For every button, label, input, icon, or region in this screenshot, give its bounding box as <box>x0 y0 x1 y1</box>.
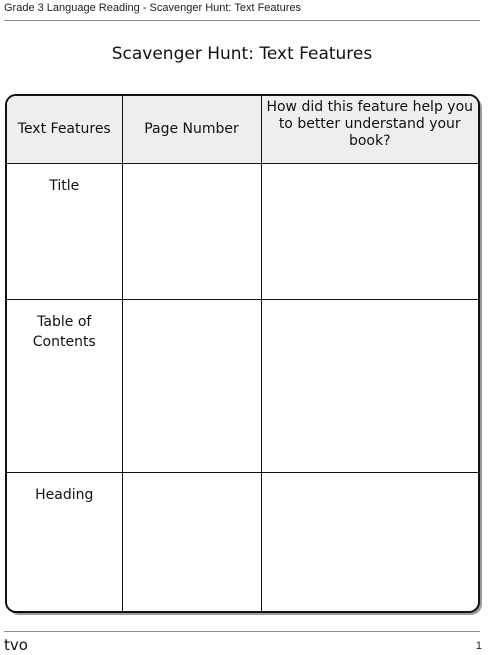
response-cell[interactable] <box>261 164 478 300</box>
header-divider <box>4 20 480 21</box>
footer-divider <box>4 631 480 632</box>
table-header-row <box>7 96 478 164</box>
feature-cell-title: Title <box>7 164 122 300</box>
tvo-logo: tvo <box>4 636 28 654</box>
table-row <box>7 473 478 614</box>
running-header: Grade 3 Language Reading - Scavenger Hunt: Text Features <box>4 2 301 14</box>
header-text-features: Text Features <box>7 96 122 164</box>
feature-cell-heading: Heading <box>7 473 122 614</box>
table-row <box>7 164 478 300</box>
header-feature-help-question: How did this feature help you to better understand your book? <box>261 96 478 164</box>
page-title: Scavenger Hunt: Text Features <box>111 44 373 64</box>
header-page-number: Page Number <box>122 96 261 164</box>
table-row <box>7 300 478 473</box>
page-number-cell[interactable] <box>122 473 261 614</box>
response-cell[interactable] <box>261 300 478 473</box>
page-number-cell[interactable] <box>122 300 261 473</box>
feature-cell-table-of-contents: Table of Contents <box>7 300 122 473</box>
worksheet-table <box>5 94 480 613</box>
page-number: 1 <box>475 640 482 652</box>
response-cell[interactable] <box>261 473 478 614</box>
page-number-cell[interactable] <box>122 164 261 300</box>
